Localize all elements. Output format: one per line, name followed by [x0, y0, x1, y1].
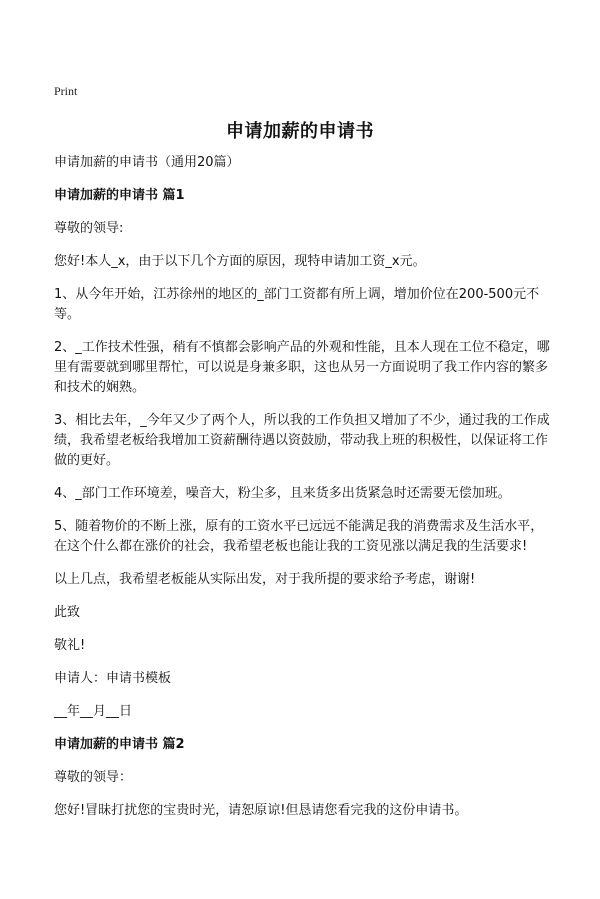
document-subtitle: 申请加薪的申请书（通用20篇） — [54, 155, 240, 170]
regards-line-1: 此致 — [54, 605, 81, 620]
applicant-line: 申请人：申请书模板 — [54, 671, 172, 686]
section-heading-2: 申请加薪的申请书 篇2 — [54, 737, 185, 752]
regards-line-2: 敬礼! — [54, 638, 86, 653]
point-paragraph-1: 1、从今年开始，江苏徐州的地区的_部门工资都有所上调，增加价位在200-500元不等。 — [54, 287, 540, 322]
point-paragraph-4: 4、_部门工作环境差，噪音大，粉尘多，且来货多出货紧急时还需要无偿加班。 — [54, 486, 511, 501]
intro-paragraph-1: 您好!本人_x，由于以下几个方面的原因，现特申请加工资_x元。 — [54, 254, 426, 269]
point-paragraph-3: 3、相比去年，_今年又少了两个人，所以我的工作负担又增加了不少，通过我的工作成绩，我希望老板给我增加工资薪酬待遇以资鼓励，带动我上班的积极性，以保证将工作做的更好。 — [54, 413, 550, 468]
salutation-2: 尊敬的领导： — [54, 770, 133, 785]
point-paragraph-5: 5、随着物价的不断上涨，原有的工资水平已远远不能满足我的消费需求及生活水平，在这个什么都在涨价的社会，我希望老板也能让我的工资见涨以满足我的生活要求! — [54, 519, 544, 554]
salutation-1: 尊敬的领导: — [54, 221, 124, 236]
document-title: 申请加薪的申请书 — [226, 121, 374, 142]
document-body — [54, 153, 550, 834]
closing-paragraph: 以上几点，我希望老板能从实际出发，对于我所提的要求给予考虑，谢谢! — [54, 572, 476, 587]
date-line: __年__月__日 — [54, 704, 133, 719]
section-heading-1: 申请加薪的申请书 篇1 — [54, 188, 185, 203]
point-paragraph-2: 2、_工作技术性强，稍有不慎都会影响产品的外观和性能，且本人现在工位不稳定，哪里有需要就到哪里帮忙，可以说是身兼多职，这也从另一方面说明了我工作内容的繁多和技术的娴熟。 — [54, 340, 550, 395]
intro-paragraph-2: 您好!冒昧打扰您的宝贵时光，请恕原谅!但恳请您看完我的这份申请书。 — [54, 803, 468, 818]
print-label: Print — [54, 84, 78, 98]
